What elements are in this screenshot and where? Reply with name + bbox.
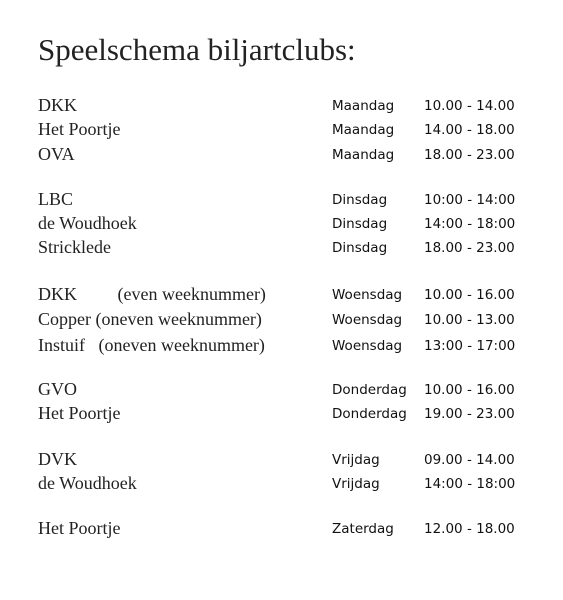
club-name: LBC [38,189,74,209]
play-time: 10.00 - 13.00 [424,312,515,328]
club-name: Het Poortje [38,119,121,139]
club-name: Het Poortje [38,403,121,423]
club-name: Instuif (oneven weeknummer) [38,335,265,355]
play-time: 10:00 - 14:00 [424,192,516,208]
play-day: Vrijdag [332,476,380,492]
play-day: Maandag [332,98,395,114]
play-time: 10.00 - 14.00 [424,98,515,114]
play-time: 13:00 - 17:00 [424,338,516,354]
play-day: Woensdag [332,312,403,328]
play-time: 14.00 - 18.00 [424,122,515,138]
club-name: DKK (even weeknummer) [38,284,266,304]
play-day: Donderdag [332,406,407,422]
play-day: Maandag [332,147,395,163]
play-day: Dinsdag [332,216,388,232]
club-name: DVK [38,449,77,469]
play-day: Donderdag [332,382,407,398]
club-name: de Woudhoek [38,213,137,233]
club-name: Stricklede [38,237,111,257]
play-time: 19.00 - 23.00 [424,406,515,422]
club-name: Copper (oneven weeknummer) [38,309,262,329]
play-day: Woensdag [332,287,403,303]
club-name: GVO [38,379,77,399]
play-day: Zaterdag [332,521,394,537]
play-day: Maandag [332,122,395,138]
play-time: 18.00 - 23.00 [424,240,515,256]
play-day: Vrijdag [332,452,380,468]
play-day: Woensdag [332,338,403,354]
play-day: Dinsdag [332,192,388,208]
play-time: 10.00 - 16.00 [424,287,515,303]
play-time: 12.00 - 18.00 [424,521,515,537]
club-name: Het Poortje [38,518,121,538]
club-name: DKK [38,95,77,115]
play-time: 09.00 - 14.00 [424,452,515,468]
page-title: Speelschema biljartclubs: [38,32,356,67]
play-time: 14:00 - 18:00 [424,216,516,232]
play-day: Dinsdag [332,240,388,256]
play-time: 18.00 - 23.00 [424,147,515,163]
club-name: de Woudhoek [38,473,137,493]
play-time: 10.00 - 16.00 [424,382,515,398]
play-time: 14:00 - 18:00 [424,476,516,492]
club-name: OVA [38,144,75,164]
